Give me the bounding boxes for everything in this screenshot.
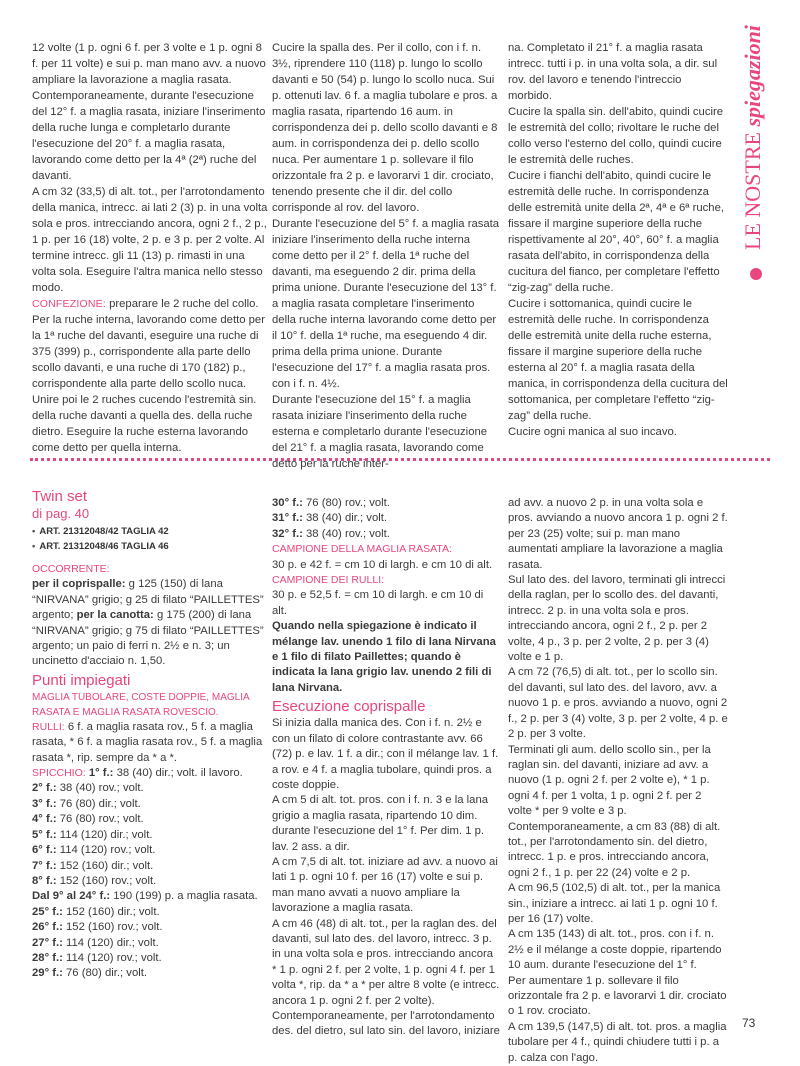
confezione-paragraph: CONFEZIONE: preparare le 2 ruche del collo. Per la ruche interna, lavorando come detto per la 1ª ruche del davanti, eseguire una ruche di 375 (399) p., corrispondente alla parte dello scollo davanti, e una ruche di 170 (182) p., corrispondente alla parte dello scollo nuca. Unire poi le 2 ruches cucendo l'estremità sin. della ruche davanti a quella des. della ruche dietro. Eseguire la ruche esterna lavorando come detto per quella interna. (32, 298, 265, 454)
note-paragraph: Quando nella spiegazione è indicato il mélange lav. unendo 1 filo di lana Nirvana e 1 filo di filato Paillettes; quando è indicata la lana grigio lav. unendo 2 fili di lana Nirvana. (272, 620, 496, 694)
row-item: 30° f.: 76 (80) rov.; volt. (272, 497, 390, 509)
row-item: 32° f.: 38 (40) rov.; volt. (272, 527, 390, 540)
bottom-column-1 (32, 488, 269, 982)
paragraph: A cm 7,5 di alt. tot. iniziare ad avv. a nuovo ai lati 1 p. ogni 10 f. per 16 (17) volte e sui p. man mano avvati a nuovo ampliare la lavorazione a maglia rasata. (272, 855, 498, 915)
punti-title: Punti impiegati (32, 671, 131, 689)
row-item: 6° f.: 114 (120) rov.; volt. (32, 844, 156, 857)
paragraph: Terminati gli aum. dello scollo sin., per la raglan sin. del davanti, iniziare ad avv. a nuovo (1 p. ogni 2 f. per 2 volte e), * 1 p. ogni 4 f. per 1 volta, 1 p. ogni 2 f. per 2 volte * per 9 volte e 3 p. (508, 743, 711, 818)
paragraph: Cucire la spalla sin. dell'abito, quindi cucire le estremità del collo; rivoltare le ruche del collo verso l'esterno del collo, quindi cucire le estremità delle ruches. (508, 106, 724, 166)
section-divider (30, 458, 770, 461)
paragraph: ad avv. a nuovo 2 p. in una volta sola e pros. avviando a nuovo ancora 1 p. ogni 2 f. per 23 (25) volte; sui p. man mano aumentati ampliare la lavorazione a maglia rasata. (508, 497, 728, 571)
row-item: Dal 9° al 24° f.: 190 (199) p. a maglia rasata. (32, 890, 258, 903)
paragraph: A cm 32 (33,5) di alt. tot., per l'arrotondamento della manica, intrecc. ai lati 2 (3) p. in una volta sola e pros. intrecciando ancora, ogni 2 f., 2 p., 1 p. per 16 (18) volte, 2 p. e 3 p. per 2 volte. Al termine intrecc. gli 11 (13) p. rimasti in una volta sola. Eseguire l'altra manica nello stesso modo. (32, 186, 268, 294)
campione-label: CAMPIONE DELLA MAGLIA RASATA: (272, 543, 452, 556)
paragraph: Contemporaneamente, a cm 83 (88) di alt. tot., per l'arrotondamento sin. del dietro, intrecc. 1 p. e pros. intrecciando ancora, ogni 2 f., 1 p. per 22 (24) volte e 2 p. (508, 820, 721, 879)
paragraph: A cm 72 (76,5) di alt. tot., per lo scollo sin. del davanti, sul lato des. del lavoro, avv. a nuovo 1 p. e pros. avviando a nuovo, ogni 2 f., 2 p. per 3 (4) volte, 3 p. per 2 volte, 4 p. e 2 p. per 3 volte. (508, 666, 728, 741)
paragraph: RULLI: 6 f. a maglia rasata rov., 5 f. a maglia rasata, * 6 f. a maglia rasata rov., 5 f. a maglia rasata *, rip. sempre da * a *. (32, 720, 263, 764)
bottom-column-2 (272, 496, 500, 1040)
paragraph: A cm 96,5 (102,5) di alt. tot., per la manica sin., iniziare a intrecc. ai lati 1 p. ogni 10 f. per 16 (17) volte. (508, 882, 721, 925)
article-line: • ART. 21312048/42 TAGLIA 42 (32, 526, 169, 537)
punti-list: MAGLIA TUBOLARE, COSTE DOPPIE, MAGLIA RASATA E MAGLIA RASATA ROVESCIO. (32, 691, 250, 718)
row-item: 31° f.: 38 (40) dir.; volt. (272, 512, 388, 525)
campione-rulli-text: 30 p. e 52,5 f. = cm 10 di largh. e cm 10 di alt. (272, 589, 484, 617)
campione-rulli-label: CAMPIONE DEI RULLI: (272, 574, 385, 587)
row-item: 7° f.: 152 (160) dir.; volt. (32, 859, 154, 872)
sidebar-dot-icon (750, 268, 762, 280)
row-item: SPICCHIO: 1° f.: 38 (40) dir.; volt. il lavoro. (32, 767, 243, 780)
row-item: 26° f.: 152 (160) rov.; volt. (32, 921, 163, 934)
campione-text: 30 p. e 42 f. = cm 10 di largh. e cm 10 di alt. (272, 558, 493, 571)
section-subtitle: di pag. 40 (32, 506, 90, 521)
bottom-column-3 (508, 496, 728, 1066)
row-item: 28° f.: 114 (120) rov.; volt. (32, 951, 162, 964)
paragraph: A cm 135 (143) di alt. tot., pros. con i f. n. 2½ e il mélange a coste doppie, ripartendo 10 aum. durante l'esecuzione del 1° f. (508, 928, 722, 972)
paragraph: Sul lato des. del lavoro, terminati gli intrecci della raglan, per lo scollo des. del davanti, intrecc. 2 p. in una volta sola e pros. intrecciando ancora, ogni 2 f., 2 p. per 2 volte, 4 p., 3 p. per 2 volte, 2 p. per 3 (4) volte e 1 p. (508, 574, 726, 664)
paragraph: Cucire i sottomanica, quindi cucire le estremità delle ruche. In corrispondenza delle estremità unite della ruche esterna, fissare il margine superiore della ruche esterna al 20° f. a maglia rasata della manica, in corrispondenza della cucitura del sottomanica, per completare l'effetto “zig-zag” della ruche. (508, 298, 728, 422)
page-number: 73 (742, 1016, 756, 1030)
row-item: 3° f.: 76 (80) dir.; volt. (32, 797, 141, 810)
section-sidebar (740, 20, 774, 280)
paragraph: per il coprispalle: g 125 (150) di lana “NIRVANA” grigio; g 25 di filato “PAILLETTES” argento; per la canotta: g 175 (200) di lana “NIRVANA” grigio; g 75 di filato “PAILLETTES” argento; un paio di ferri n. 2½ e n. 3; un uncinetto d'acciaio n. 1,50. (32, 578, 264, 668)
paragraph: 12 volte (1 p. ogni 6 f. per 3 volte e 1 p. ogni 8 f. per 11 volte) e sui p. man mano avv. a nuovo ampliare la lavorazione a maglia rasata. (32, 42, 266, 86)
paragraph: Cucire i fianchi dell'abito, quindi cucire le estremità delle ruche. In corrispondenza delle estremità unite della 2ª, 4ª e 6ª ruche, fissare il margine superiore della ruche rispettivamente al 20°, 40°, 60° f. a maglia rasata dell'abito, in corrispondenza della cucitura del fianco, per completare l'effetto “zig-zag” della ruche. (508, 170, 725, 294)
paragraph: A cm 5 di alt. tot. pros. con i f. n. 3 e la lana grigio a maglia rasata, ripartendo 10 dim. durante l'esecuzione del 1° f. Per dim. 1 p. lav. 2 ass. a dir. (272, 794, 489, 853)
paragraph: Cucire la spalla des. Per il collo, con i f. n. 3½, riprendere 110 (118) p. lungo lo scollo davanti e 50 (54) p. lungo lo scollo nuca. Sui p. ottenuti lav. 6 f. a maglia tubolare e pros. a maglia rasata, ripartendo 16 aum. in corrispondenza dei p. dello scollo davanti e 8 aum. in corrispondenza dei p. dello scollo nuca. Per aumentare 1 p. sollevare il filo orizzontale fra 2 p. e lavorarvi 1 dir. crociato, tenendo presente che il dir. del collo corrisponde al rov. del lavoro. (272, 42, 498, 214)
row-list (32, 766, 269, 982)
top-column-2 (272, 40, 500, 472)
paragraph: Cucire ogni manica al suo incavo. (508, 426, 677, 438)
section-title: Twin set (32, 488, 88, 505)
paragraph: na. Completato il 21° f. a maglia rasata intrecc. tutti i p. in una volta sola, a dir. sul rov. del lavoro e tenendo l'intreccio morbido. (508, 42, 718, 102)
article-line: • ART. 21312048/46 TAGLIA 46 (32, 541, 169, 552)
esecuzione-title: Esecuzione coprispalle (272, 698, 426, 716)
row-item: 5° f.: 114 (120) dir.; volt. (32, 828, 153, 841)
paragraph: Durante l'esecuzione del 5° f. a maglia rasata iniziare l'inserimento della ruche interna come detto per il 2° f. della 1ª ruche del davanti, ma eseguendo 2 dir. prima della prima unione. Durante l'esecuzione del 13° f. a maglia rasata completare l'inserimento della ruche interna lavorando come detto per il 10° f. della 1ª ruche, ma eseguendo 4 dir. prima della prima unione. Durante l'esecuzione del 17° f. a maglia rasata pros. con i f. n. 4½. (272, 218, 500, 390)
paragraph: Per aumentare 1 p. sollevare il filo orizzontale fra 2 p. e lavorarvi 1 dir. crociato o 1 rov. crociato. (508, 974, 727, 1018)
paragraph: Contemporaneamente, durante l'esecuzione del 12° f. a maglia rasata, iniziare l'inserimento della ruche lunga e completarlo durante l'esecuzione del 20° f. a maglia rasata, lavorando come detto per la 4ª (2ª) ruche del davanti. (32, 90, 266, 182)
row-item: 8° f.: 152 (160) rov.; volt. (32, 874, 157, 887)
top-column-1 (32, 40, 269, 456)
paragraph: A cm 139,5 (147,5) di alt. tot. pros. a maglia tubolare per 4 f., quindi chiudere tutti i p. a p. calza con l'ago. (508, 1020, 727, 1064)
paragraph: A cm 46 (48) di alt. tot., per la raglan des. del davanti, sul lato des. del lavoro, intrecc. 3 p. in una volta sola e pros. intrecciando ancora * 1 p. ogni 2 f. per 2 volte, 1 p. ogni 4 f. per 1 volta *, rip. da * a * per altre 8 volte (e intrecc. ancora 1 p. ogni 2 f. per 2 volte). (272, 917, 500, 1007)
confezione-label: CONFEZIONE: (32, 298, 106, 310)
row-item: 29° f.: 76 (80) dir.; volt. (32, 967, 148, 980)
top-column-3 (508, 40, 728, 440)
row-item: 2° f.: 38 (40) rov.; volt. (32, 782, 144, 795)
occorrente-label: OCCORRENTE: (32, 563, 110, 575)
sidebar-label: LE NOSTRE spiegazioni (740, 25, 765, 250)
paragraph: Durante l'esecuzione del 15° f. a maglia rasata iniziare l'inserimento della ruche esterna e completarlo durante l'esecuzione del 21° f. a maglia rasata, lavorando come detto per la ruche inter- (272, 394, 488, 470)
row-item: 27° f.: 114 (120) dir.; volt. (32, 936, 159, 949)
paragraph: Contemporaneamente, per l'arrotondamento des. del dietro, sul lato sin. del lavoro, iniziare (272, 1010, 500, 1038)
row-item: 25° f.: 152 (160) dir.; volt. (32, 905, 160, 918)
row-item: 4° f.: 76 (80) rov.; volt. (32, 813, 144, 826)
paragraph: Si inizia dalla manica des. Con i f. n. 2½ e con un filato di colore contrastante avv. 66 (72) p. e lav. 1 f. a dir.; con il mélange lav. 1 f. a rov. e 4 f. a maglia tubolare, quindi pros. a coste doppie. (272, 717, 499, 791)
